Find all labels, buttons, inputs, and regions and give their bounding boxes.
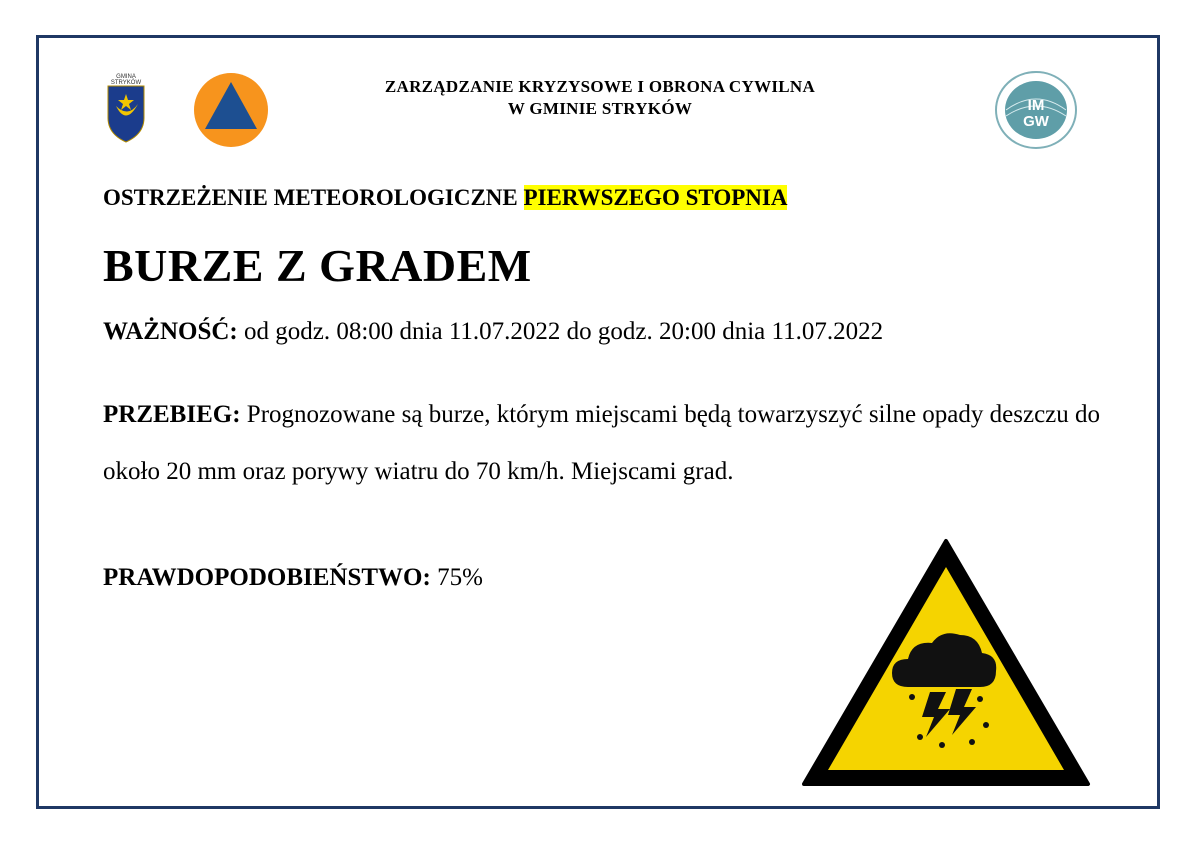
probability-label: PRAWDOPODOBIEŃSTWO:	[103, 564, 431, 591]
hazard-title: BURZE Z GRADEM	[103, 240, 532, 291]
imgw-logo-icon	[994, 70, 1078, 150]
probability-line	[103, 564, 483, 592]
course-text: Prognozowane są burze, którym miejscami będą towarzyszyć silne opady deszczu do około 20 mm oraz porywy wiatru do 70 km/h. Miejscami grad.	[103, 401, 1101, 485]
warning-level-highlight: PIERWSZEGO STOPNIA	[523, 185, 788, 210]
validity-label: WAŻNOŚĆ:	[103, 318, 238, 345]
course-paragraph	[103, 386, 1100, 500]
warning-level-prefix: OSTRZEŻENIE METEOROLOGICZNE	[103, 185, 518, 210]
validity-line	[103, 318, 883, 346]
organization-header	[300, 76, 900, 120]
probability-value: 75%	[437, 564, 483, 591]
svg-text:GW: GW	[1023, 113, 1049, 130]
validity-text: od godz. 08:00 dnia 11.07.2022 do godz. 20:00 dnia 11.07.2022	[244, 318, 884, 345]
svg-text:IM: IM	[1027, 97, 1045, 114]
course-label: PRZEBIEG:	[103, 401, 241, 428]
org-line-2: W GMINIE STRYKÓW	[507, 99, 693, 118]
civil-defense-icon	[193, 72, 269, 148]
warning-level	[103, 185, 787, 211]
org-line-1: ZARZĄDZANIE KRYZYSOWE I OBRONA CYWILNA	[384, 77, 816, 96]
thunderstorm-hail-warning-sign-icon	[800, 537, 1092, 789]
crest-label: GMINA STRYKÓW	[110, 74, 142, 86]
